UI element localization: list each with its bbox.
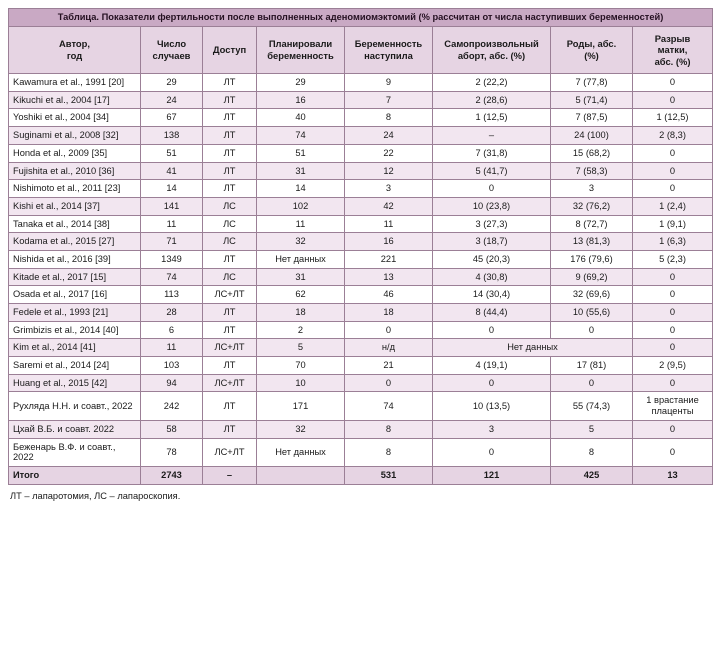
cell-value: 24 — [141, 91, 203, 109]
cell-value: 11 — [141, 339, 203, 357]
cell-value: 5 (41,7) — [433, 162, 551, 180]
cell-value: ЛТ — [203, 357, 257, 375]
table-row — [9, 339, 713, 357]
table-row — [9, 233, 713, 251]
cell-value: 13 — [345, 268, 433, 286]
cell-value: 0 — [633, 374, 713, 392]
cell-value: 0 — [433, 321, 551, 339]
cell-value: 10 (23,8) — [433, 197, 551, 215]
cell-value: 14 — [141, 180, 203, 198]
cell-value: 1 (12,5) — [633, 109, 713, 127]
cell-value: 40 — [257, 109, 345, 127]
cell-value: 14 (30,4) — [433, 286, 551, 304]
table-row — [9, 91, 713, 109]
cell-value: 8 — [551, 438, 633, 466]
cell-value: 0 — [345, 321, 433, 339]
cell-value: 18 — [345, 304, 433, 322]
cell-author: Kawamura et al., 1991 [20] — [9, 74, 141, 92]
cell-value: 0 — [633, 339, 713, 357]
cell-author: Suginami et al., 2008 [32] — [9, 127, 141, 145]
table-row — [9, 197, 713, 215]
table-row — [9, 127, 713, 145]
cell-value: ЛТ — [203, 321, 257, 339]
cell-value: ЛТ — [203, 127, 257, 145]
cell-value: 24 — [345, 127, 433, 145]
cell-value: 102 — [257, 197, 345, 215]
cell-value: ЛС+ЛТ — [203, 339, 257, 357]
cell-value: 24 (100) — [551, 127, 633, 145]
cell-value: ЛТ — [203, 250, 257, 268]
cell-value: 7 — [345, 91, 433, 109]
cell-value: 0 — [551, 374, 633, 392]
cell-value: 0 — [551, 321, 633, 339]
cell-total-value: – — [203, 466, 257, 484]
cell-value: 221 — [345, 250, 433, 268]
cell-value: ЛТ — [203, 109, 257, 127]
table-body — [9, 74, 713, 485]
cell-value: 0 — [633, 74, 713, 92]
cell-author: Fujishita et al., 2010 [36] — [9, 162, 141, 180]
cell-value: Нет данных — [257, 250, 345, 268]
cell-value: 0 — [633, 321, 713, 339]
cell-author: Беженарь В.Ф. и соавт., 2022 — [9, 438, 141, 466]
cell-value: ЛС — [203, 197, 257, 215]
table-row — [9, 420, 713, 438]
cell-value: 8 (44,4) — [433, 304, 551, 322]
cell-value: 171 — [257, 392, 345, 420]
cell-value: 74 — [141, 268, 203, 286]
column-header-planned: Планировали беременность — [257, 26, 345, 73]
cell-value: 3 (27,3) — [433, 215, 551, 233]
cell-value: 16 — [345, 233, 433, 251]
cell-value: ЛТ — [203, 180, 257, 198]
cell-value: 9 (69,2) — [551, 268, 633, 286]
table-title: Таблица. Показатели фертильности после выполненных аденомиомэктомий (% рассчитан от числа наступивших беременностей) — [9, 9, 713, 27]
cell-value: 45 (20,3) — [433, 250, 551, 268]
cell-value: 11 — [345, 215, 433, 233]
cell-value: 5 (2,3) — [633, 250, 713, 268]
cell-value: 4 (30,8) — [433, 268, 551, 286]
cell-total-value — [257, 466, 345, 484]
cell-value: 3 — [345, 180, 433, 198]
table-footnote: ЛТ – лапаротомия, ЛС – лапароскопия. — [10, 490, 181, 501]
cell-value: 32 — [257, 233, 345, 251]
cell-value: 16 — [257, 91, 345, 109]
cell-author: Kishi et al., 2014 [37] — [9, 197, 141, 215]
cell-value: 0 — [633, 91, 713, 109]
cell-value: 28 — [141, 304, 203, 322]
cell-value: 29 — [141, 74, 203, 92]
cell-value: 21 — [345, 357, 433, 375]
cell-total-value: 13 — [633, 466, 713, 484]
cell-author: Nishida et al., 2016 [39] — [9, 250, 141, 268]
cell-value: 176 (79,6) — [551, 250, 633, 268]
cell-value: 1 (2,4) — [633, 197, 713, 215]
table-row — [9, 438, 713, 466]
table-row — [9, 357, 713, 375]
cell-value: 2 (28,6) — [433, 91, 551, 109]
cell-value: 31 — [257, 162, 345, 180]
cell-value: 3 (18,7) — [433, 233, 551, 251]
cell-value: 0 — [433, 374, 551, 392]
cell-value: 13 (81,3) — [551, 233, 633, 251]
cell-value: ЛТ — [203, 91, 257, 109]
cell-author: Рухляда Н.Н. и соавт., 2022 — [9, 392, 141, 420]
cell-author: Kitade et al., 2017 [15] — [9, 268, 141, 286]
table-row — [9, 74, 713, 92]
cell-value: 0 — [433, 180, 551, 198]
cell-value: 15 (68,2) — [551, 144, 633, 162]
cell-value: ЛТ — [203, 144, 257, 162]
cell-value: 0 — [633, 286, 713, 304]
table-row — [9, 250, 713, 268]
cell-value: 32 (76,2) — [551, 197, 633, 215]
column-header-births: Роды, абс. (%) — [551, 26, 633, 73]
cell-value: 10 — [257, 374, 345, 392]
cell-value: 138 — [141, 127, 203, 145]
cell-value: Нет данных — [433, 339, 633, 357]
cell-total-value: 531 — [345, 466, 433, 484]
table-header — [9, 26, 713, 73]
table-row — [9, 109, 713, 127]
header-row — [9, 26, 713, 73]
cell-value: 70 — [257, 357, 345, 375]
table-row — [9, 268, 713, 286]
cell-value: Нет данных — [257, 438, 345, 466]
cell-author: Цхай В.Б. и соавт. 2022 — [9, 420, 141, 438]
cell-value: 3 — [551, 180, 633, 198]
table-row — [9, 321, 713, 339]
cell-value: 242 — [141, 392, 203, 420]
column-header-access: Доступ — [203, 26, 257, 73]
cell-value: 22 — [345, 144, 433, 162]
cell-value: – — [433, 127, 551, 145]
cell-value: ЛС — [203, 268, 257, 286]
cell-value: 31 — [257, 268, 345, 286]
table-row — [9, 162, 713, 180]
cell-value: 1 (9,1) — [633, 215, 713, 233]
cell-value: 4 (19,1) — [433, 357, 551, 375]
cell-value: 5 — [551, 420, 633, 438]
cell-value: 29 — [257, 74, 345, 92]
cell-value: 1 (12,5) — [433, 109, 551, 127]
table-row — [9, 304, 713, 322]
cell-value: 17 (81) — [551, 357, 633, 375]
cell-value: 74 — [345, 392, 433, 420]
cell-value: 32 — [257, 420, 345, 438]
cell-value: 103 — [141, 357, 203, 375]
table-row — [9, 144, 713, 162]
cell-total-label: Итого — [9, 466, 141, 484]
cell-total-value: 425 — [551, 466, 633, 484]
cell-value: 8 — [345, 438, 433, 466]
column-header-cases: Число случаев — [141, 26, 203, 73]
cell-author: Honda et al., 2009 [35] — [9, 144, 141, 162]
cell-value: 67 — [141, 109, 203, 127]
cell-value: 0 — [633, 162, 713, 180]
cell-value: 113 — [141, 286, 203, 304]
column-header-pregnancy: Беременность наступила — [345, 26, 433, 73]
cell-author: Tanaka et al., 2014 [38] — [9, 215, 141, 233]
cell-value: ЛТ — [203, 304, 257, 322]
cell-value: 10 (55,6) — [551, 304, 633, 322]
cell-value: 0 — [633, 304, 713, 322]
column-header-author: Автор, год — [9, 26, 141, 73]
cell-total-value: 2743 — [141, 466, 203, 484]
cell-value: 2 — [257, 321, 345, 339]
cell-value: 7 (87,5) — [551, 109, 633, 127]
column-header-rupture: Разрыв матки, абс. (%) — [633, 26, 713, 73]
cell-value: 12 — [345, 162, 433, 180]
table-row — [9, 215, 713, 233]
cell-value: 8 (72,7) — [551, 215, 633, 233]
cell-value: 14 — [257, 180, 345, 198]
cell-value: 0 — [633, 180, 713, 198]
cell-value: 51 — [257, 144, 345, 162]
cell-value: 0 — [633, 144, 713, 162]
cell-value: 58 — [141, 420, 203, 438]
cell-value: 55 (74,3) — [551, 392, 633, 420]
cell-value: 0 — [633, 420, 713, 438]
cell-value: 62 — [257, 286, 345, 304]
cell-value: 78 — [141, 438, 203, 466]
cell-value: 2 (8,3) — [633, 127, 713, 145]
cell-value: ЛС+ЛТ — [203, 374, 257, 392]
cell-value: 42 — [345, 197, 433, 215]
cell-author: Yoshiki et al., 2004 [34] — [9, 109, 141, 127]
cell-value: 0 — [633, 438, 713, 466]
cell-author: Kim et al., 2014 [41] — [9, 339, 141, 357]
cell-author: Osada et al., 2017 [16] — [9, 286, 141, 304]
cell-value: 7 (58,3) — [551, 162, 633, 180]
cell-total-value: 121 — [433, 466, 551, 484]
cell-author: Grimbizis et al., 2014 [40] — [9, 321, 141, 339]
cell-author: Huang et al., 2015 [42] — [9, 374, 141, 392]
cell-value: 3 — [433, 420, 551, 438]
table-title-row — [9, 9, 713, 27]
cell-value: 71 — [141, 233, 203, 251]
cell-value: 8 — [345, 420, 433, 438]
cell-value: 2 (22,2) — [433, 74, 551, 92]
cell-author: Fedele et al., 1993 [21] — [9, 304, 141, 322]
cell-value: ЛС+ЛТ — [203, 438, 257, 466]
cell-value: 18 — [257, 304, 345, 322]
cell-value: 6 — [141, 321, 203, 339]
cell-value: 10 (13,5) — [433, 392, 551, 420]
cell-value: ЛТ — [203, 74, 257, 92]
table-row — [9, 374, 713, 392]
cell-value: 1 (6,3) — [633, 233, 713, 251]
cell-value: ЛТ — [203, 392, 257, 420]
cell-value: 41 — [141, 162, 203, 180]
cell-author: Saremi et al., 2014 [24] — [9, 357, 141, 375]
cell-value: 0 — [345, 374, 433, 392]
table-row — [9, 180, 713, 198]
cell-value: 8 — [345, 109, 433, 127]
cell-value: 11 — [257, 215, 345, 233]
cell-author: Nishimoto et al., 2011 [23] — [9, 180, 141, 198]
cell-value: 94 — [141, 374, 203, 392]
cell-value: 46 — [345, 286, 433, 304]
cell-author: Kodama et al., 2015 [27] — [9, 233, 141, 251]
cell-value: 7 (77,8) — [551, 74, 633, 92]
cell-value: 0 — [433, 438, 551, 466]
cell-value: ЛС — [203, 233, 257, 251]
cell-value: 9 — [345, 74, 433, 92]
cell-value: 2 (9,5) — [633, 357, 713, 375]
fertility-table — [8, 8, 713, 485]
cell-value: 51 — [141, 144, 203, 162]
cell-author: Kikuchi et al., 2004 [17] — [9, 91, 141, 109]
cell-value: ЛС — [203, 215, 257, 233]
cell-value: н/д — [345, 339, 433, 357]
column-header-abortion: Самопроизвольный аборт, абс. (%) — [433, 26, 551, 73]
cell-value: 7 (31,8) — [433, 144, 551, 162]
cell-value: 5 (71,4) — [551, 91, 633, 109]
cell-value: 5 — [257, 339, 345, 357]
cell-value: 11 — [141, 215, 203, 233]
table-row — [9, 286, 713, 304]
table-total-row — [9, 466, 713, 484]
cell-value: 1 врастание плаценты — [633, 392, 713, 420]
cell-value: 141 — [141, 197, 203, 215]
cell-value: 0 — [633, 268, 713, 286]
cell-value: ЛС+ЛТ — [203, 286, 257, 304]
cell-value: ЛТ — [203, 420, 257, 438]
cell-value: ЛТ — [203, 162, 257, 180]
cell-value: 32 (69,6) — [551, 286, 633, 304]
cell-value: 1349 — [141, 250, 203, 268]
cell-value: 74 — [257, 127, 345, 145]
table-row — [9, 392, 713, 420]
